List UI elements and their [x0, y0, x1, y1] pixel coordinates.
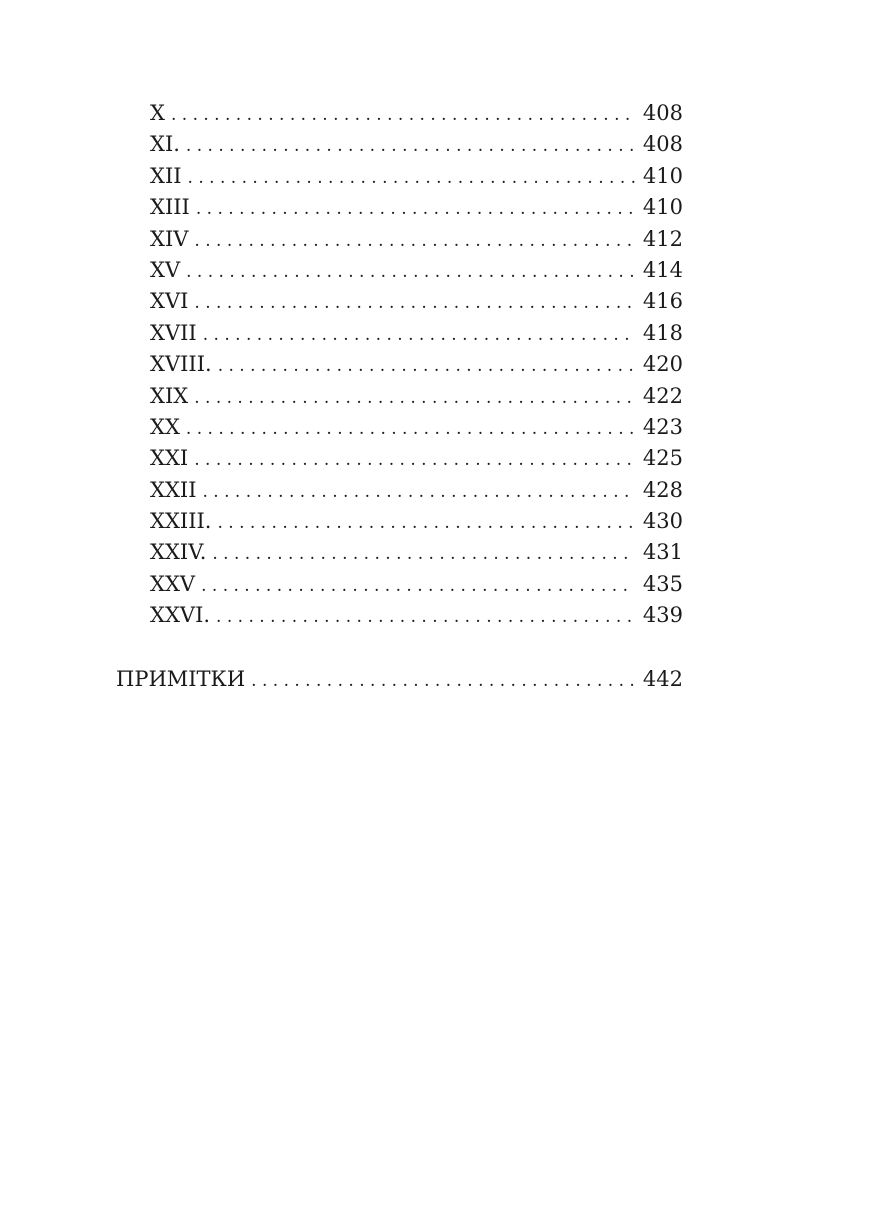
- toc-entry-label: XXVI.: [150, 603, 211, 628]
- toc-entry-page: 414: [642, 257, 683, 282]
- toc-entry-label: XI.: [150, 132, 180, 157]
- dot-leader: [171, 100, 635, 131]
- toc-entry[interactable]: [0, 537, 874, 568]
- toc-entry-label: XXII: [150, 477, 197, 502]
- toc-entry-label: XXI: [150, 446, 189, 471]
- dot-leader: [212, 539, 635, 570]
- toc-entry[interactable]: [0, 286, 874, 317]
- toc-entry-page: 428: [642, 477, 683, 502]
- toc-entry-label: X: [150, 101, 165, 125]
- toc-entry[interactable]: [0, 161, 874, 192]
- toc-entry[interactable]: [0, 600, 874, 631]
- toc-entry[interactable]: [0, 381, 874, 412]
- toc-entry-label: XII: [150, 163, 182, 188]
- toc-entry-label: XVIII.: [150, 352, 212, 377]
- dot-leader: [251, 666, 635, 697]
- toc-entry-page: 422: [642, 383, 683, 408]
- toc-entry[interactable]: [0, 318, 874, 349]
- toc-entry-page: 425: [642, 446, 683, 471]
- toc-entry-label: ПРИМІТКИ: [116, 666, 246, 691]
- toc-entry-page: 435: [642, 571, 683, 596]
- toc-entry-label: XVII: [150, 320, 197, 345]
- toc-entry-page: 410: [642, 195, 683, 220]
- toc-entry-label: XXIV.: [150, 540, 207, 565]
- dot-leader: [203, 320, 635, 351]
- toc-entry[interactable]: [0, 129, 874, 160]
- dot-leader: [194, 383, 635, 414]
- toc-entry[interactable]: [0, 224, 874, 255]
- toc-entry-page: 431: [642, 540, 683, 565]
- toc-entry-page: 410: [642, 163, 683, 188]
- toc-entry[interactable]: [0, 192, 874, 223]
- toc-entry[interactable]: [0, 98, 874, 129]
- toc-entry[interactable]: [0, 443, 874, 474]
- toc-entry-label: XIV: [150, 226, 189, 251]
- toc-entry-page: 442: [642, 666, 683, 691]
- toc-entry-page: 420: [642, 352, 683, 377]
- dot-leader: [186, 414, 635, 445]
- dot-leader: [186, 257, 635, 288]
- dot-leader: [216, 602, 635, 633]
- toc-entry-page: 416: [642, 289, 683, 314]
- toc-entry[interactable]: [0, 506, 874, 537]
- toc-entry-label: XXV: [150, 571, 196, 596]
- toc-entry-label: XIII: [150, 195, 190, 220]
- dot-leader: [186, 131, 635, 162]
- toc-entry-page: 430: [642, 509, 683, 534]
- toc-entry-label: XXIII.: [150, 509, 212, 534]
- dot-leader: [194, 288, 634, 319]
- toc-entry-page: 418: [642, 320, 683, 345]
- dot-leader: [194, 445, 635, 476]
- dot-leader: [203, 477, 635, 508]
- toc-entry[interactable]: [0, 412, 874, 443]
- toc-entry[interactable]: [0, 255, 874, 286]
- toc-entry-page: 408: [642, 101, 683, 125]
- toc-entry-notes[interactable]: [0, 664, 874, 695]
- toc-entry-label: XX: [150, 414, 180, 439]
- dot-leader: [196, 194, 635, 225]
- dot-leader: [194, 226, 634, 257]
- toc-entry[interactable]: [0, 569, 874, 600]
- toc-entry[interactable]: [0, 349, 874, 380]
- toc-entry[interactable]: [0, 475, 874, 506]
- dot-leader: [188, 163, 635, 194]
- toc-entry-label: XVI: [150, 289, 189, 314]
- toc-entry-label: XV: [150, 257, 181, 282]
- toc-entry-page: 412: [642, 226, 683, 251]
- dot-leader: [218, 351, 635, 382]
- dot-leader: [201, 571, 635, 602]
- table-of-contents: [0, 98, 874, 695]
- toc-entry-page: 423: [642, 414, 683, 439]
- dot-leader: [217, 508, 634, 539]
- toc-entry-label: XIX: [150, 383, 189, 408]
- toc-entry-page: 408: [642, 132, 683, 157]
- toc-entry-page: 439: [642, 603, 683, 628]
